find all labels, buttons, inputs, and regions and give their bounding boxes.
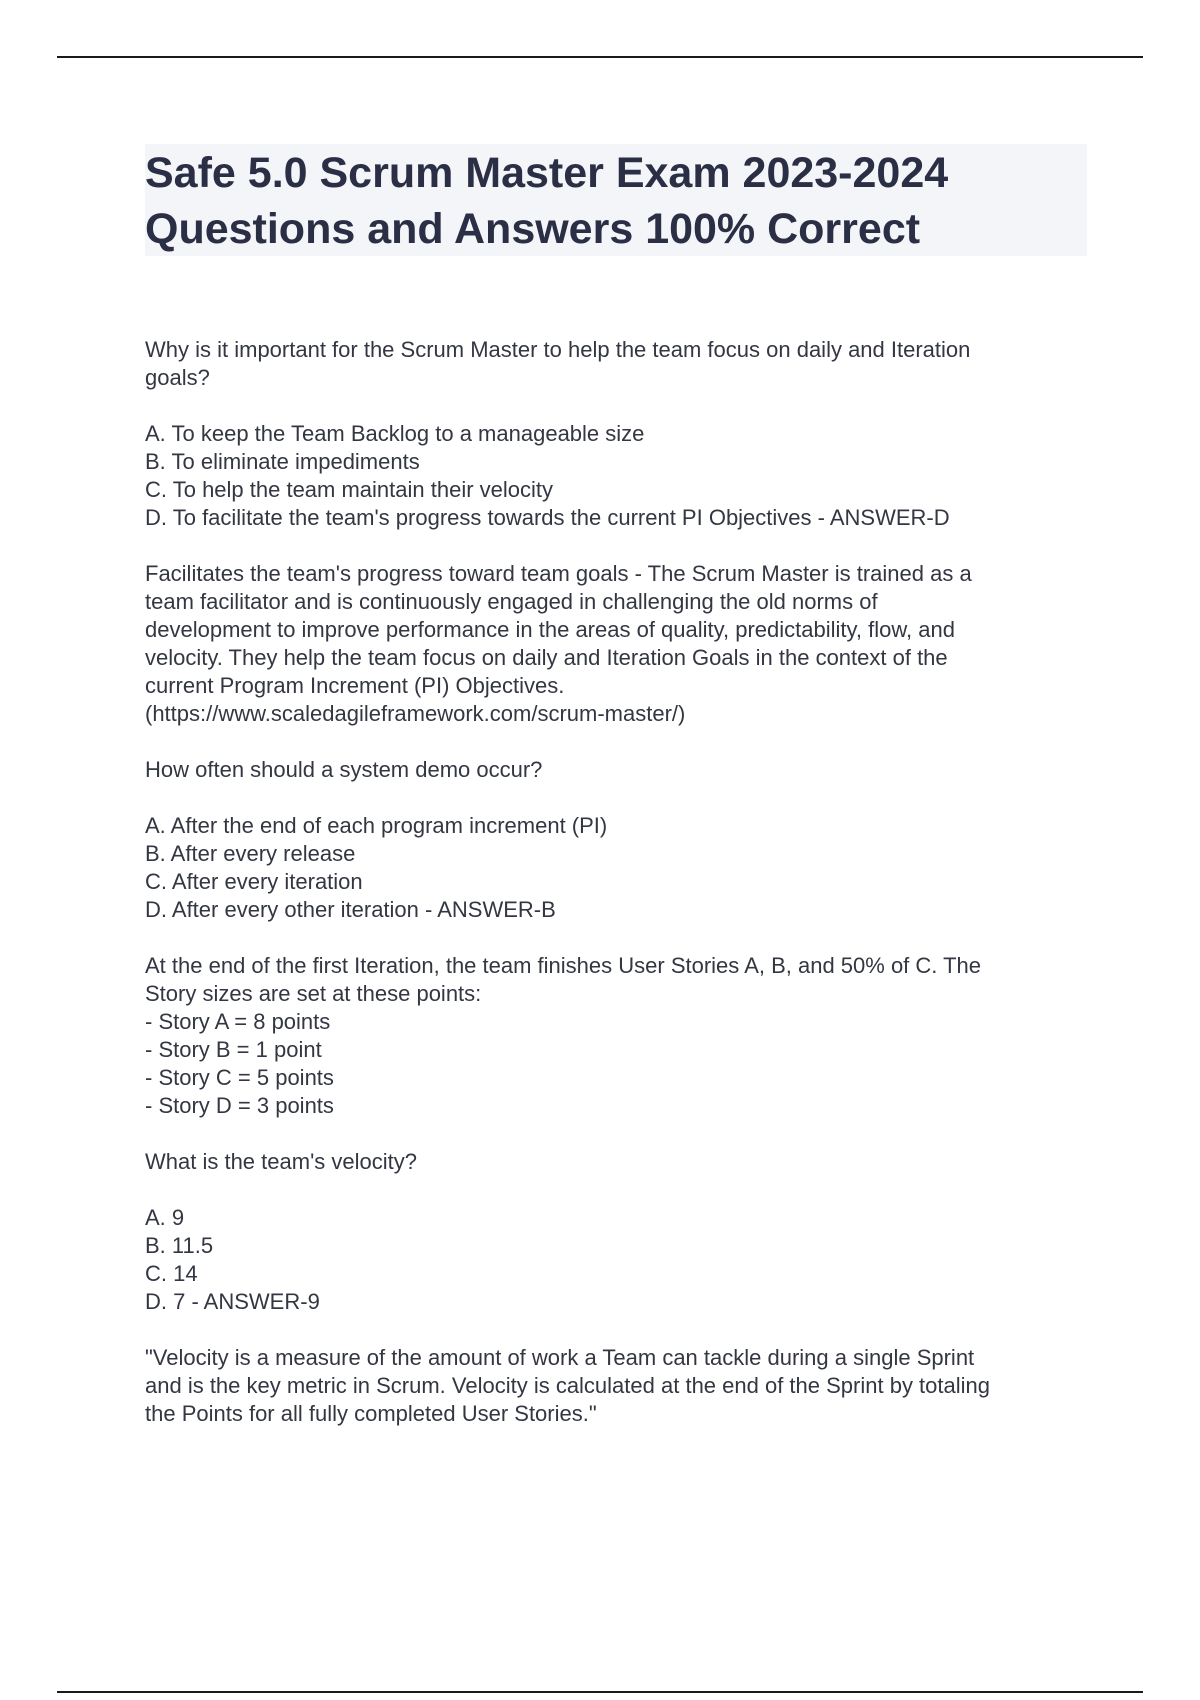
text-line: At the end of the first Iteration, the team finishes User Stories A, B, and 50% of C. The: [145, 953, 982, 978]
paragraph: [145, 812, 1085, 924]
paragraph: [145, 1204, 1085, 1316]
text-line: Why is it important for the Scrum Master to help the team focus on daily and Iteration: [145, 337, 971, 362]
text-line: D. 7 - ANSWER-9: [145, 1289, 320, 1314]
text-line: velocity. They help the team focus on daily and Iteration Goals in the context of the: [145, 645, 948, 670]
text-line: B. After every release: [145, 841, 356, 866]
text-line: and is the key metric in Scrum. Velocity is calculated at the end of the Sprint by totaling: [145, 1373, 990, 1398]
paragraph: [145, 420, 1085, 532]
text-line: team facilitator and is continuously engaged in challenging the old norms of: [145, 589, 878, 614]
text-line: the Points for all fully completed User Stories.": [145, 1401, 597, 1426]
text-line: development to improve performance in the areas of quality, predictability, flow, and: [145, 617, 955, 642]
paragraph: [145, 756, 1085, 784]
text-line: Story sizes are set at these points:: [145, 981, 482, 1006]
text-line: B. To eliminate impediments: [145, 449, 420, 474]
paragraph: [145, 1344, 1085, 1428]
text-line: C. After every iteration: [145, 869, 363, 894]
title-line-2: Questions and Answers 100% Correct: [145, 205, 921, 253]
paragraph: [145, 952, 1085, 1120]
text-line: A. To keep the Team Backlog to a manageable size: [145, 421, 645, 446]
text-line: C. To help the team maintain their velocity: [145, 477, 554, 502]
document-body: [145, 336, 1085, 1456]
text-line: - Story D = 3 points: [145, 1093, 334, 1118]
document-title: [145, 145, 1087, 257]
text-line: D. To facilitate the team's progress towards the current PI Objectives - ANSWER-D: [145, 505, 950, 530]
text-line: (https://www.scaledagileframework.com/scrum-master/): [145, 701, 686, 726]
text-line: C. 14: [145, 1261, 198, 1286]
paragraph: [145, 1148, 1085, 1176]
text-line: How often should a system demo occur?: [145, 757, 543, 782]
text-line: A. After the end of each program increment (PI): [145, 813, 608, 838]
text-line: What is the team's velocity?: [145, 1149, 417, 1174]
text-line: - Story C = 5 points: [145, 1065, 334, 1090]
text-line: B. 11.5: [145, 1233, 214, 1258]
text-line: D. After every other iteration - ANSWER-B: [145, 897, 556, 922]
top-rule: [57, 56, 1143, 58]
text-line: - Story A = 8 points: [145, 1009, 331, 1034]
bottom-rule: [57, 1691, 1143, 1693]
text-line: A. 9: [145, 1205, 185, 1230]
text-line: - Story B = 1 point: [145, 1037, 322, 1062]
text-line: goals?: [145, 365, 210, 390]
text-line: "Velocity is a measure of the amount of work a Team can tackle during a single Sprint: [145, 1345, 975, 1370]
paragraph: [145, 560, 1085, 728]
title-line-1: Safe 5.0 Scrum Master Exam 2023-2024: [145, 149, 949, 197]
text-line: Facilitates the team's progress toward team goals - The Scrum Master is trained as a: [145, 561, 972, 586]
paragraph: [145, 336, 1085, 392]
text-line: current Program Increment (PI) Objectives.: [145, 673, 565, 698]
